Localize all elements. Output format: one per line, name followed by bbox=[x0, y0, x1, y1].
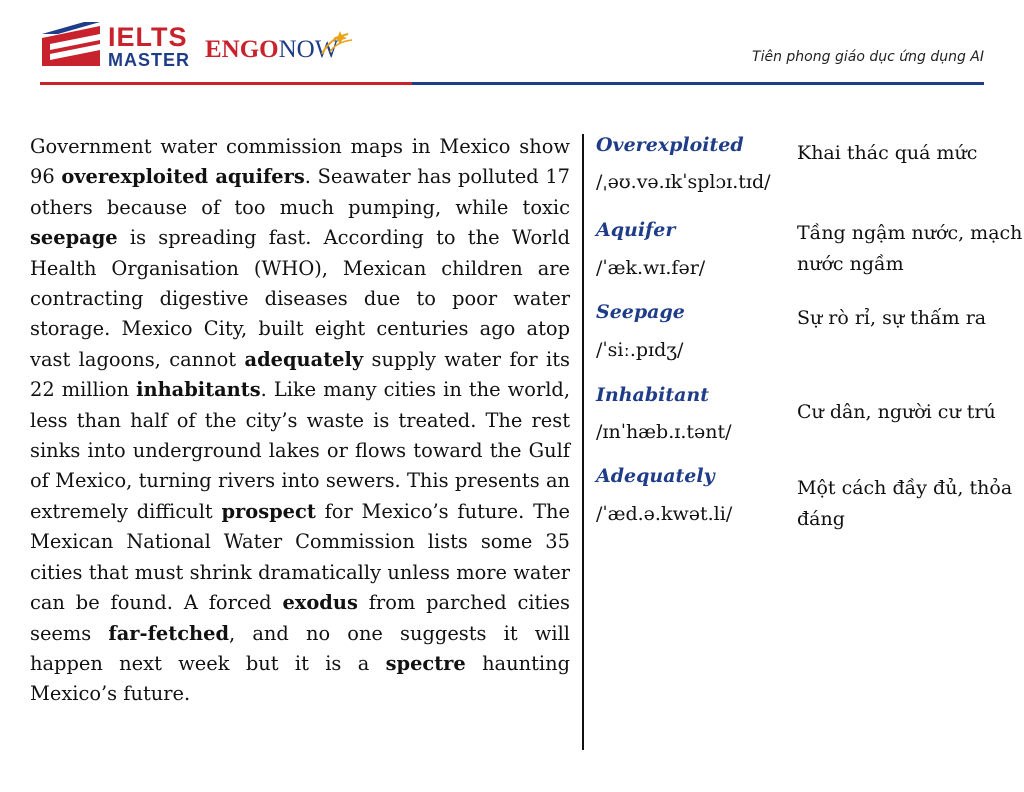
vocab-highlight: exodus bbox=[282, 591, 358, 615]
passage-text: , and no one suggests it will happen next week but it is a bbox=[30, 621, 571, 675]
ielts-master-logo-icon bbox=[40, 20, 102, 70]
vocab-ipa: /ˈæk.wɪ.fər/ bbox=[596, 257, 706, 279]
passage-text: . Seawater has polluted 17 others because of too much pumping, while toxic bbox=[30, 165, 570, 219]
logo-now-text: NOW bbox=[278, 36, 339, 63]
logo-master-text: MASTER bbox=[108, 50, 190, 70]
vocab-meaning: Tầng ngậm nước, mạch nước ngầm bbox=[797, 222, 1023, 275]
vocab-term: Overexploited bbox=[596, 134, 744, 156]
vocab-highlight: spectre bbox=[385, 651, 466, 675]
vocab-term: Seepage bbox=[596, 301, 685, 323]
vocab-highlight: prospect bbox=[221, 499, 316, 523]
reading-passage bbox=[30, 132, 570, 710]
vocab-meaning: Một cách đầy đủ, thỏa đáng bbox=[797, 477, 1013, 530]
vocab-highlight: inhabitants bbox=[136, 378, 261, 402]
passage-text: Government water commission maps in Mexico show 96 bbox=[30, 135, 570, 189]
vocab-meaning: Sự rò rỉ, sự thấm ra bbox=[797, 307, 987, 329]
logo-ielts-text: IELTS bbox=[108, 22, 188, 52]
passage-text: . Like many cities in the world, less than half of the city’s waste is treated. The rest sinks into underground lakes or flows toward the Gulf of Mexico, turning rivers into sewers. This presents an extremely difficult bbox=[30, 378, 570, 523]
passage-text: from parched cities seems bbox=[30, 591, 570, 645]
vocab-term: Aquifer bbox=[596, 219, 676, 241]
vocab-term: Adequately bbox=[596, 465, 715, 487]
vocab-ipa: /ɪnˈhæb.ɪ.tənt/ bbox=[596, 421, 732, 443]
vocab-highlight: seepage bbox=[30, 226, 118, 250]
vocab-highlight: far-fetched bbox=[108, 621, 230, 645]
passage-text: for Mexico’s future. The Mexican National Water Commission lists some 35 cities that must shrink dramatically unless more water can be found. A forced bbox=[30, 499, 570, 615]
vocab-ipa: /ˈæd.ə.kwət.li/ bbox=[596, 503, 733, 525]
passage-text: haunting Mexico’s future. bbox=[30, 651, 570, 706]
passage-text: supply water for its 22 million bbox=[30, 347, 570, 402]
vocab-highlight: adequately bbox=[244, 347, 364, 371]
vocab-meaning: Khai thác quá mức bbox=[797, 142, 978, 164]
sparkle-icon bbox=[318, 30, 354, 56]
vocab-meaning: Cư dân, người cư trú bbox=[797, 401, 996, 423]
logo-engo-text: ENGO bbox=[205, 36, 279, 63]
vocab-highlight: overexploited aquifers bbox=[61, 165, 305, 189]
vocab-term: Inhabitant bbox=[596, 384, 710, 406]
tagline: Tiên phong giáo dục ứng dụng AI bbox=[752, 49, 984, 65]
header-divider-red bbox=[40, 82, 412, 85]
vocab-ipa: /ˈsiː.pɪdʒ/ bbox=[596, 339, 684, 361]
column-divider bbox=[582, 134, 584, 750]
vocab-ipa: /ˌəʊ.və.ɪkˈsplɔɪ.tɪd/ bbox=[596, 171, 771, 193]
passage-text: is spreading fast. According to the World Health Organisation (WHO), Mexican children are contracting digestive diseases due to poor water storage. Mexico City, built eight centuries ago atop vast lagoons, cannot bbox=[30, 226, 570, 371]
header-divider-blue bbox=[412, 82, 984, 85]
